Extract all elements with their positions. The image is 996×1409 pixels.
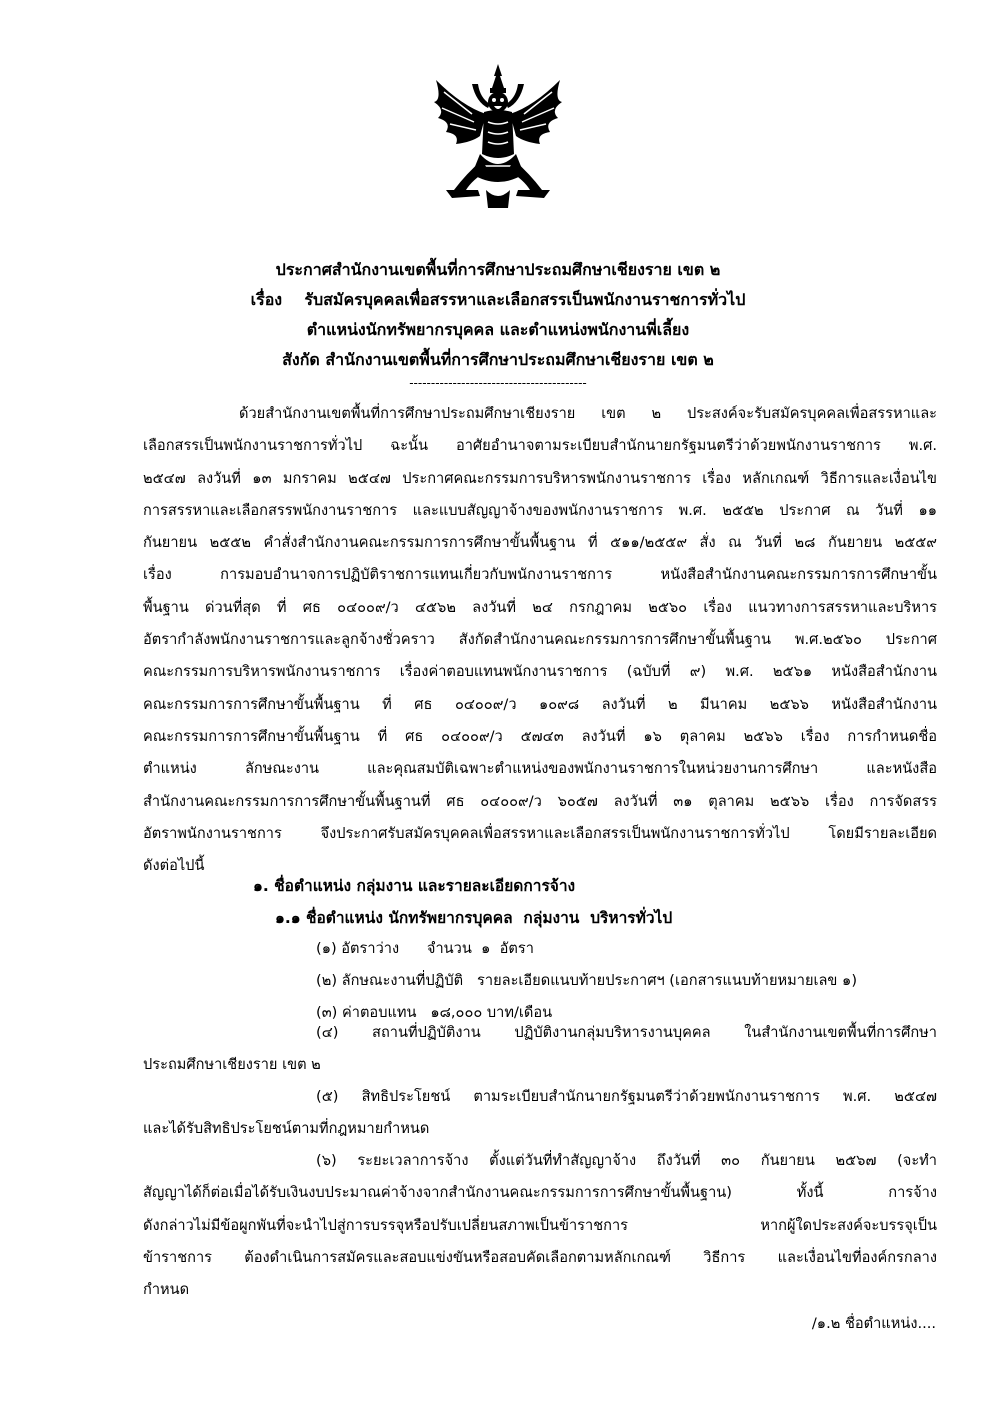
item-2-job-description: (๒) ลักษณะงานที่ปฏิบัติ รายละเอียดแนบท้ายประกาศฯ (เอกสารแนบท้ายหมายเลข ๑) xyxy=(316,972,858,989)
item-6-line: ข้าราชการ ต้องดำเนินการสมัครและสอบแข่งขันหรือสอบคัดเลือกตามหลักเกณฑ์ วิธีการ และเงื่อนไขที่องค์กรกลาง xyxy=(143,1248,937,1266)
item-5-line: และได้รับสิทธิประโยชน์ตามที่กฎหมายกำหนด xyxy=(143,1120,430,1138)
announcement-heading xyxy=(0,255,996,375)
intro-line: คณะกรรมการบริหารพนักงานราชการ เรื่องค่าตอบแทนพนักงานราชการ (ฉบับที่ ๙) พ.ศ. ๒๕๖๑ หนังสือสำนักงาน xyxy=(143,663,937,681)
separator-line: ----------------------------------------- xyxy=(409,376,587,390)
intro-line: ๒๕๔๗ ลงวันที่ ๑๓ มกราคม ๒๕๔๗ ประกาศคณะกรรมการบริหารพนักงานราชการ เรื่อง หลักเกณฑ์ วิธีการและเงื่อนไข xyxy=(143,469,937,487)
item-3-compensation: (๓) ค่าตอบแทน ๑๘,๐๐๐ บาท/เดือน xyxy=(316,1004,553,1021)
item-5-line: (๕) สิทธิประโยชน์ ตามระเบียบสำนักนายกรัฐมนตรีว่าด้วยพนักงานราชการ พ.ศ. ๒๕๔๗ xyxy=(316,1088,937,1105)
intro-line: ด้วยสำนักงานเขตพื้นที่การศึกษาประถมศึกษาเชียงราย เขต ๒ ประสงค์จะรับสมัครบุคคลเพื่อสรรหาและ xyxy=(239,405,937,422)
item-5-benefits xyxy=(143,1081,937,1146)
intro-line: อัตรากำลังพนักงานราชการและลูกจ้างชั่วคราว สังกัดสำนักงานคณะกรรมการการศึกษาขั้นพื้นฐาน พ.ศ.๒๕๖๐ ประกาศ xyxy=(143,631,937,649)
intro-line: พื้นฐาน ด่วนที่สุด ที่ ศธ ๐๔๐๐๙/ว ๔๕๖๒ ลงวันที่ ๒๔ กรกฎาคม ๒๕๖๐ เรื่อง แนวทางการสรรหาและบริหาร xyxy=(143,598,937,616)
heading-line-3: ตำแหน่งนักทรัพยากรบุคคล และตำแหน่งพนักงานพี่เลี้ยง xyxy=(306,320,690,339)
item-6-line: ดังกล่าวไม่มีข้อผูกพันที่จะนำไปสู่การบรรจุหรือปรับเปลี่ยนสภาพเป็นข้าราชการ หากผู้ใดประสงค์จะบรรจุเป็น xyxy=(143,1216,937,1234)
heading-line-1: ประกาศสำนักงานเขตพื้นที่การศึกษาประถมศึกษาเชียงราย เขต ๒ xyxy=(275,260,721,279)
intro-line: กันยายน ๒๕๕๒ คำสั่งสำนักงานคณะกรรมการการศึกษาขั้นพื้นฐาน ที่ ๕๑๑/๒๕๕๙ สั่ง ณ วันที่ ๒๘ กันยายน ๒๕๕๙ xyxy=(143,534,937,552)
intro-paragraph xyxy=(143,398,937,882)
intro-line: สำนักงานคณะกรรมการการศึกษาขั้นพื้นฐานที่ ศธ ๐๔๐๐๙/ว ๖๐๕๗ ลงวันที่ ๓๑ ตุลาคม ๒๕๖๖ เรื่อง การจัดสรร xyxy=(143,792,937,810)
heading-subject: เรื่อง รับสมัครบุคคลเพื่อสรรหาและเลือกสรรเป็นพนักงานราชการทั่วไป xyxy=(250,290,746,309)
garuda-emblem-icon xyxy=(432,62,564,210)
item-6-employment-period xyxy=(143,1145,937,1306)
intro-line: การสรรหาและเลือกสรรพนักงานราชการ และแบบสัญญาจ้างของพนักงานราชการ พ.ศ. ๒๕๕๒ ประกาศ ณ วันที่ ๑๑ xyxy=(143,501,937,519)
item-6-line: กำหนด xyxy=(143,1281,190,1299)
item-6-line: (๖) ระยะเวลาการจ้าง ตั้งแต่วันที่ทำสัญญาจ้าง ถึงวันที่ ๓๐ กันยายน ๒๕๖๗ (จะทำ xyxy=(316,1152,937,1169)
continuation-note: /๑.๒ ชื่อตำแหน่ง.... xyxy=(811,1315,936,1332)
intro-line: ดังต่อไปนี้ xyxy=(143,857,205,875)
item-1-vacancy: (๑) อัตราว่าง จำนวน ๑ อัตรา xyxy=(316,940,534,957)
intro-line: อัตราพนักงานราชการ จึงประกาศรับสมัครบุคคลเพื่อสรรหาและเลือกสรรเป็นพนักงานราชการทั่วไป โดยมีรายละเอียด xyxy=(143,824,937,842)
item-4-line: (๔) สถานที่ปฏิบัติงาน ปฏิบัติงานกลุ่มบริหารงานบุคคล ในสำนักงานเขตพื้นที่การศึกษา xyxy=(316,1024,937,1041)
intro-line: ตำแหน่ง ลักษณะงาน และคุณสมบัติเฉพาะตำแหน่งของพนักงานราชการในหน่วยงานการศึกษา และหนังสือ xyxy=(143,760,937,778)
section-1-heading: ๑. ชื่อตำแหน่ง กลุ่มงาน และรายละเอียดการจ้าง xyxy=(253,877,576,895)
intro-line: คณะกรรมการการศึกษาขั้นพื้นฐาน ที่ ศธ ๐๔๐๐๙/ว ๑๐๙๘ ลงวันที่ ๒ มีนาคม ๒๕๖๖ หนังสือสำนักงาน xyxy=(143,695,937,713)
intro-line: เลือกสรรเป็นพนักงานราชการทั่วไป ฉะนั้น อาศัยอำนาจตามระเบียบสำนักนายกรัฐมนตรีว่าด้วยพนักงานราชการ พ.ศ. xyxy=(143,437,937,455)
section-1-1-heading: ๑.๑ ชื่อตำแหน่ง นักทรัพยากรบุคคล กลุ่มงาน บริหารทั่วไป xyxy=(275,909,673,927)
item-6-line: สัญญาได้ก็ต่อเมื่อได้รับเงินงบประมาณค่าจ้างจากสำนักงานคณะกรรมการการศึกษาขั้นพื้นฐาน) ทั้งนี้ การจ้าง xyxy=(143,1184,937,1202)
item-4-line: ประถมศึกษาเชียงราย เขต ๒ xyxy=(143,1056,321,1074)
intro-line: คณะกรรมการการศึกษาขั้นพื้นฐาน ที่ ศธ ๐๔๐๐๙/ว ๕๗๔๓ ลงวันที่ ๑๖ ตุลาคม ๒๕๖๖ เรื่อง การกำหนดชื่อ xyxy=(143,727,937,745)
intro-line: เรื่อง การมอบอำนาจการปฏิบัติราชการแทนเกี่ยวกับพนักงานราชการ หนังสือสำนักงานคณะกรรมการการศึกษาขั้น xyxy=(143,566,937,584)
item-4-workplace xyxy=(143,1017,937,1082)
heading-line-4: สังกัด สำนักงานเขตพื้นที่การศึกษาประถมศึกษาเชียงราย เขต ๒ xyxy=(282,350,714,369)
